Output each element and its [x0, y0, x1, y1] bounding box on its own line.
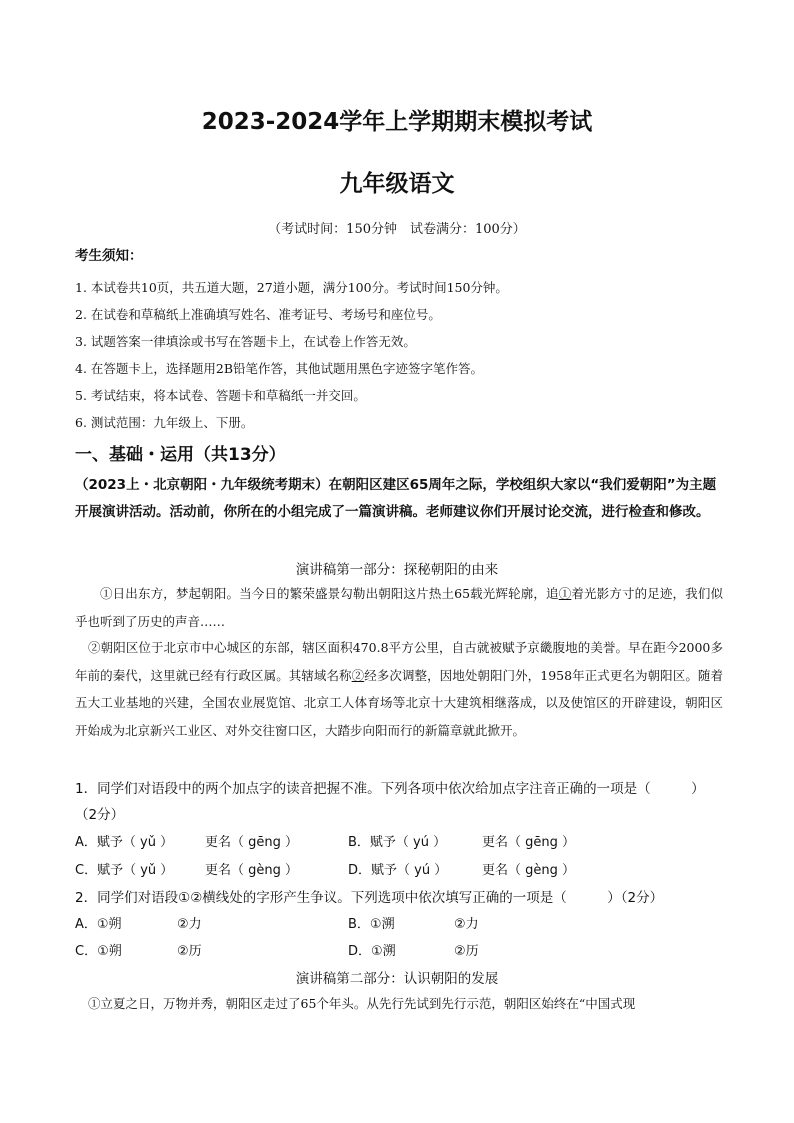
notice-rule: 2. 在试卷和草稿纸上准确填写姓名、准考证号、考场号和座位号。: [75, 307, 441, 322]
q1-option-b[interactable]: B．赋予（ yú ）: [348, 835, 447, 850]
q2-option-a-second: ②力: [177, 917, 202, 932]
exam-info: （考试时间：150分钟 试卷满分：100分）: [268, 222, 526, 237]
paragraph-2-text-b: 经多次调整，因地处朝阳门外，1958年正式更名为朝阳区。随着五大工业基地的兴建，全国农业展览馆、北京工人体育场等北京十大建筑相继落成，以及使馆区的开辟建设，朝阳区开始成为北京新兴工业区、对外交往窗口区，大踏步向阳而行的新篇章就此掀开。: [75, 667, 723, 738]
notice-rule: 5. 考试结束，将本试卷、答题卡和草稿纸一并交回。: [75, 388, 366, 403]
paragraph-1: [75, 580, 723, 635]
q1-option-c-second: 更名（ gèng ）: [205, 863, 299, 878]
question-1-score: （2分）: [75, 807, 125, 823]
exam-title: 2023-2024学年上学期期末模拟考试: [201, 109, 593, 135]
q2-option-c[interactable]: C．①朔: [75, 944, 122, 959]
q1-option-c[interactable]: C．赋予（ yǔ ）: [75, 863, 174, 878]
q1-option-d-second: 更名（ gèng ）: [482, 863, 576, 878]
q2-option-d-second: ②历: [454, 944, 479, 959]
exam-subtitle: 九年级语文: [339, 171, 455, 197]
q2-option-c-second: ②历: [177, 944, 202, 959]
part2-title: 演讲稿第二部分：认识朝阳的发展: [295, 971, 499, 987]
paragraph-3: ①立夏之日，万物并秀，朝阳区走过了65个年头。从先行先试到先行示范，朝阳区始终在“中国式现: [88, 996, 636, 1011]
paragraph-2-text-a: ②朝阳区位于北京市中心城区的东部，辖区面积470.8平方公里，自古就被赋予京畿腹地的美誉。早在距今2000多年前的秦代，这里就已经有行政区属。其辖域名称: [75, 640, 723, 683]
q2-option-b[interactable]: B．①溯: [348, 917, 395, 932]
notice-rule: 4. 在答题卡上，选择题用2B铅笔作答，其他试题用黑色字迹签字笔作答。: [75, 361, 484, 376]
q2-option-d[interactable]: D．①溯: [348, 944, 396, 959]
q2-option-a[interactable]: A．①朔: [75, 917, 122, 932]
paragraph-1-text-b: 着光影方寸的足迹，我们似乎也听到了历史的声音……: [75, 586, 723, 629]
notice-rule: 6. 测试范围：九年级上、下册。: [75, 415, 254, 430]
question-1: 1．同学们对语段中的两个加点字的读音把握不准。下列各项中依次给加点字注音正确的一项是（ ）: [75, 781, 705, 797]
section-intro: （2023上・北京朝阳・九年级统考期末）在朝阳区建区65周年之际，学校组织大家以“我们爱朝阳”为主题开展演讲活动。活动前，你所在的小组完成了一篇演讲稿。老师建议你们开展讨论交流，进行检查和修改。: [75, 477, 717, 520]
blank-1: ①: [558, 586, 572, 601]
blank-2: ②: [351, 667, 365, 683]
q1-option-b-second: 更名（ gēng ）: [482, 835, 576, 850]
paragraph-2: [75, 634, 723, 744]
part1-title: 演讲稿第一部分：探秘朝阳的由来: [295, 562, 499, 578]
q2-option-b-second: ②力: [454, 917, 479, 932]
section-heading: 一、基础・运用（共13分）: [75, 445, 286, 465]
q1-option-a[interactable]: A．赋予（ yǔ ）: [75, 835, 174, 850]
question-2: 2．同学们对语段①②横线处的字形产生争议。下列选项中依次填写正确的一项是（ ）（2分）: [75, 890, 664, 906]
notice-rule: 1. 本试卷共10页，共五道大题，27道小题，满分100分。考试时间150分钟。: [75, 280, 508, 295]
notice-heading: 考生须知：: [75, 248, 143, 264]
q1-option-a-second: 更名（ gēng ）: [205, 835, 299, 850]
paragraph-1-text-a: ①日出东方，梦起朝阳。当今日的繁荣盛景勾勒出朝阳这片热土65载光辉轮廓，追: [100, 586, 559, 601]
notice-rule: 3. 试题答案一律填涂或书写在答题卡上，在试卷上作答无效。: [75, 334, 416, 349]
q1-option-d[interactable]: D．赋予（ yú ）: [348, 863, 448, 878]
